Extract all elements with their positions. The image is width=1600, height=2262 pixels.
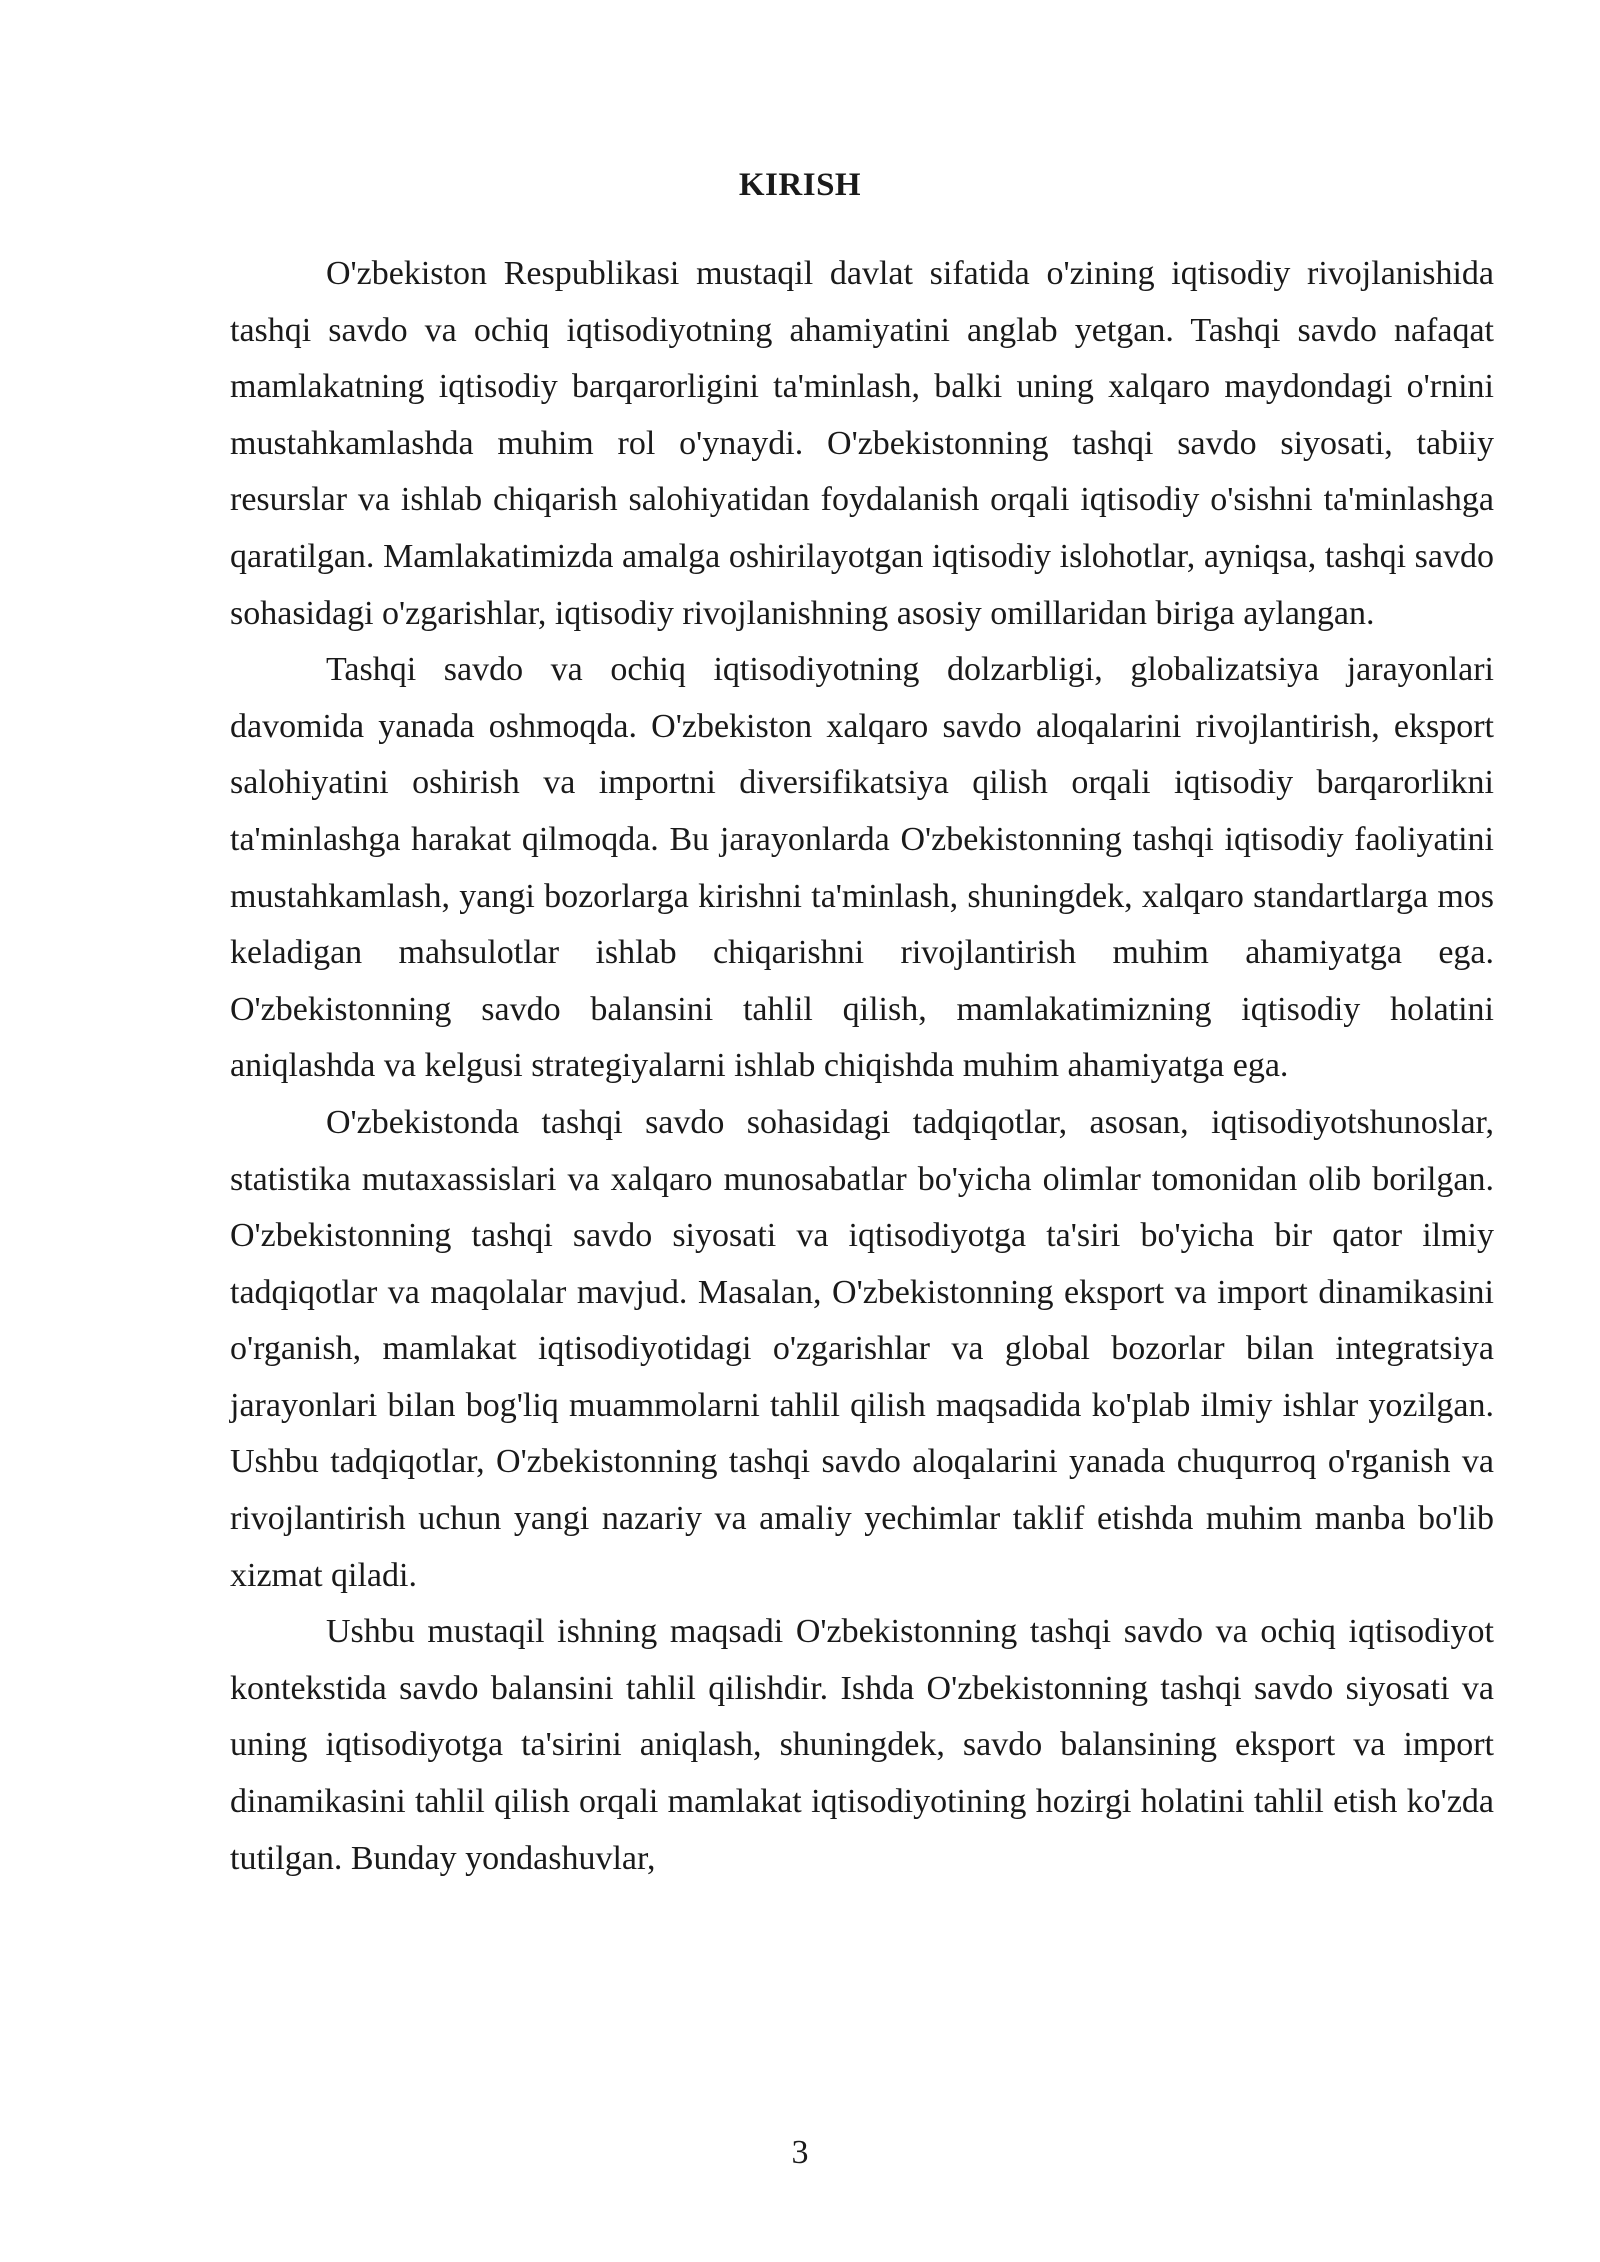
page-title: KIRISH [738, 167, 862, 203]
paragraph-4: Ushbu mustaqil ishning maqsadi O'zbekistonning tashqi savdo va ochiq iqtisodiyot kontekstida savdo balansini tahlil qilishdir. Ishda O'zbekistonning tashqi savdo siyosati va uning iqtisodiyotga ta'sirini aniqlash, shuningdek, savdo balansining eksport va import dinamikasini tahlil qilish orqali mamlakat iqtisodiyotining hozirgi holatini tahlil etish ko'zda tutilgan. Bunday yondashuvlar, [230, 1613, 1494, 1877]
page-number: 3 [791, 2134, 809, 2171]
paragraph-1: O'zbekiston Respublikasi mustaqil davlat sifatida o'zining iqtisodiy rivojlanishida tashqi savdo va ochiq iqtisodiyotning ahamiyatini anglab yetgan. Tashqi savdo nafaqat mamlakatning iqtisodiy barqarorligini ta'minlash, balki uning xalqaro maydondagi o'rnini mustahkamlashda muhim rol o'ynaydi. O'zbekistonning tashqi savdo siyosati, tabiiy resurslar va ishlab chiqarish salohiyatidan foydalanish orqali iqtisodiy o'sishni ta'minlashga qaratilgan. Mamlakatimizda amalga oshirilayotgan iqtisodiy islohotlar, ayniqsa, tashqi savdo sohasidagi o'zgarishlar, iqtisodiy rivojlanishning asosiy omillaridan biriga aylangan. [230, 255, 1494, 632]
body-text [230, 246, 1494, 1887]
paragraph-2: Tashqi savdo va ochiq iqtisodiyotning dolzarbligi, globalizatsiya jarayonlari davomida yanada oshmoqda. O'zbekiston xalqaro savdo aloqalarini rivojlantirish, eksport salohiyatini oshirish va importni diversifikatsiya qilish orqali iqtisodiy barqarorlikni ta'minlashga harakat qilmoqda. Bu jarayonlarda O'zbekistonning tashqi iqtisodiy faoliyatini mustahkamlash, yangi bozorlarga kirishni ta'minlash, shuningdek, xalqaro standartlarga mos keladigan mahsulotlar ishlab chiqarishni rivojlantirish muhim ahamiyatga ega. O'zbekistonning savdo balansini tahlil qilish, mamlakatimizning iqtisodiy holatini aniqlashda va kelgusi strategiyalarni ishlab chiqishda muhim ahamiyatga ega. [230, 651, 1494, 1085]
paragraph-3: O'zbekistonda tashqi savdo sohasidagi tadqiqotlar, asosan, iqtisodiyotshunoslar, statistika mutaxassislari va xalqaro munosabatlar bo'yicha olimlar tomonidan olib borilgan. O'zbekistonning tashqi savdo siyosati va iqtisodiyotga ta'siri bo'yicha bir qator ilmiy tadqiqotlar va maqolalar mavjud. Masalan, O'zbekistonning eksport va import dinamikasini o'rganish, mamlakat iqtisodiyotidagi o'zgarishlar va global bozorlar bilan integratsiya jarayonlari bilan bog'liq muammolarni tahlil qilish maqsadida ko'plab ilmiy ishlar yozilgan. Ushbu tadqiqotlar, O'zbekistonning tashqi savdo aloqalarini yanada chuqurroq o'rganish va rivojlantirish uchun yangi nazariy va amaliy yechimlar taklif etishda muhim manba bo'lib xizmat qiladi. [230, 1103, 1494, 1594]
